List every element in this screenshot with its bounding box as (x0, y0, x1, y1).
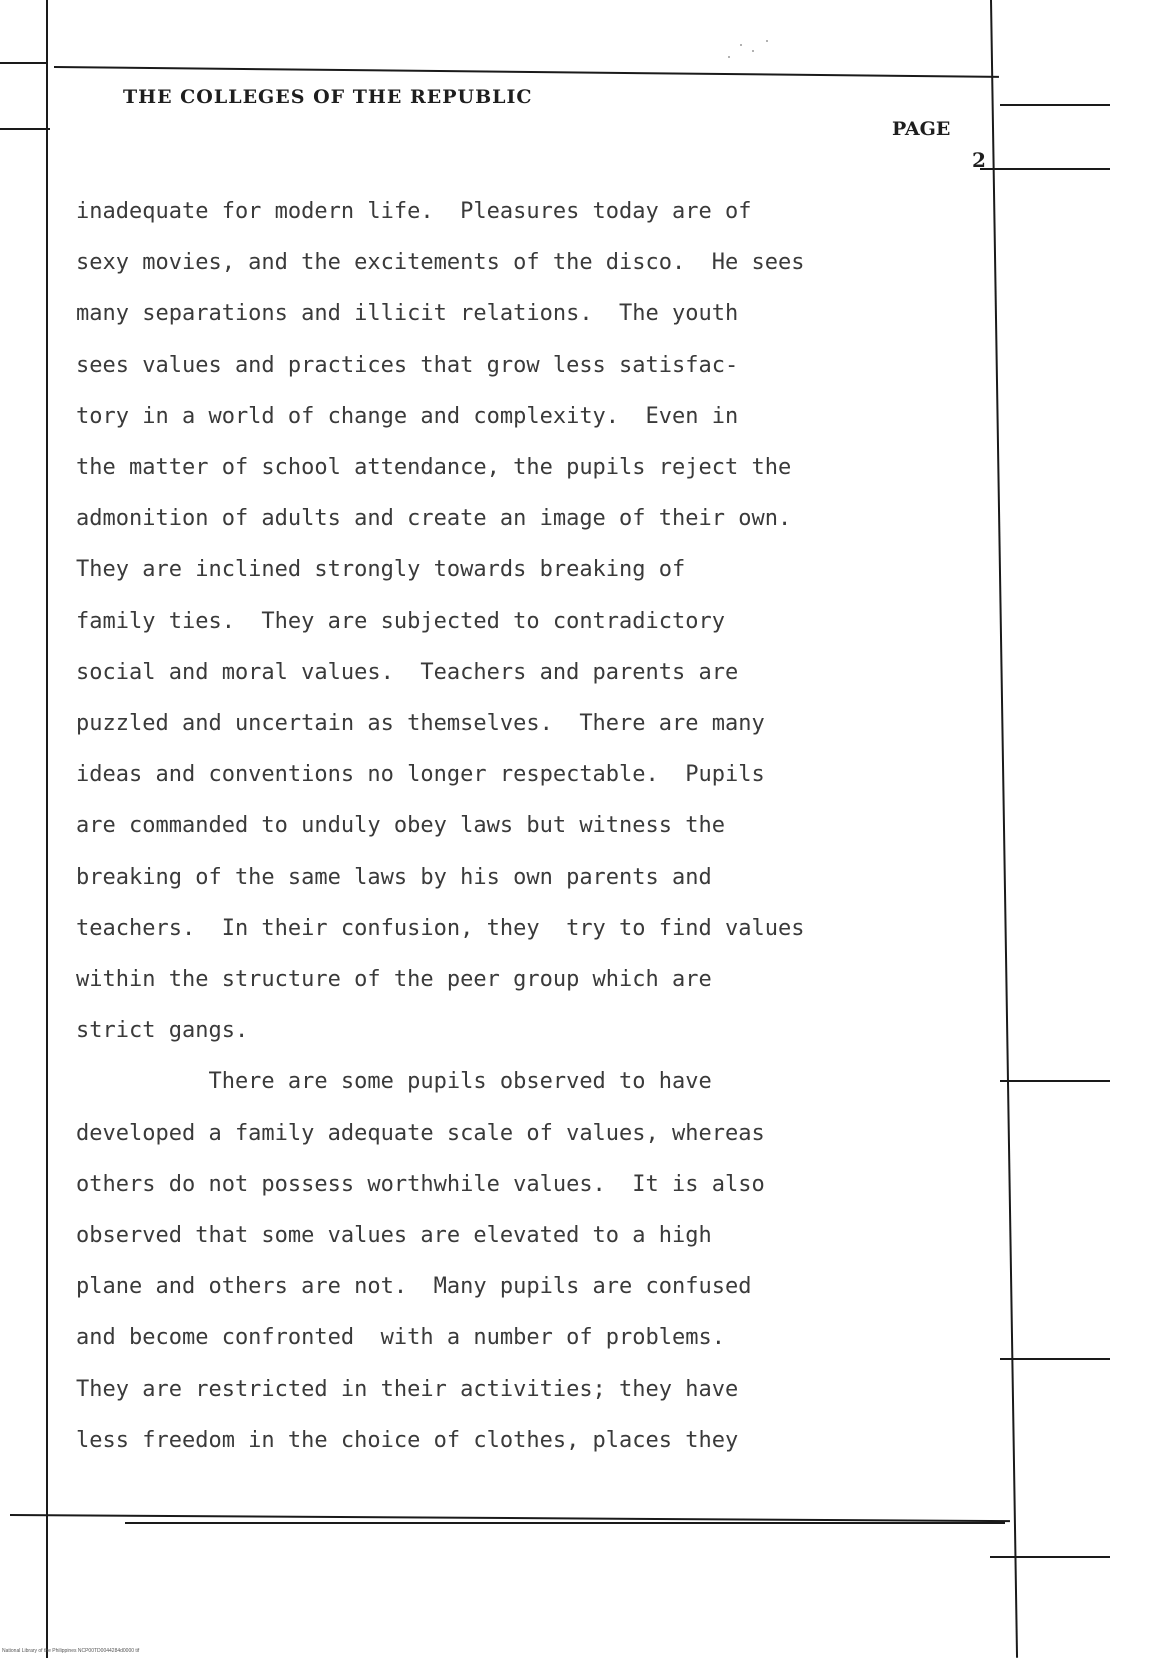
text-line: family ties. They are subjected to contradictory (76, 608, 726, 634)
text-line: They are restricted in their activities; they have (76, 1376, 739, 1402)
right-outer-rule-second (980, 168, 1110, 170)
bottom-page-rule (10, 1514, 1010, 1522)
text-line: less freedom in the choice of clothes, places they (76, 1427, 739, 1453)
scan-speck (728, 56, 730, 58)
text-line: the matter of school attendance, the pupils reject the (76, 455, 792, 481)
text-line: admonition of adults and create an image of their own. (76, 506, 792, 532)
right-outer-rule-mid (1000, 1080, 1110, 1082)
text-line: breaking of the same laws by his own parents and (76, 864, 712, 890)
text-line: inadequate for modern life. Pleasures today are of (76, 199, 752, 224)
text-line: ideas and conventions no longer respectable. Pupils (76, 762, 765, 788)
text-line: tory in a world of change and complexity. Even in (76, 403, 739, 429)
text-line: many separations and illicit relations. The youth (76, 301, 739, 327)
upper-left-rule (0, 128, 50, 130)
text-line: plane and others are not. Many pupils are confused (76, 1274, 752, 1300)
top-left-margin-rule (0, 62, 46, 64)
top-header-rule (54, 66, 999, 78)
page-header-title: THE COLLEGES OF THE REPUBLIC (123, 86, 533, 108)
text-line: There are some pupils observed to have (76, 1069, 712, 1095)
text-line: developed a family adequate scale of values, whereas (76, 1120, 765, 1146)
text-line: within the structure of the peer group which are (76, 967, 712, 993)
text-line: sees values and practices that grow less satisfac- (76, 352, 739, 378)
text-line: sexy movies, and the excitements of the disco. He sees (76, 250, 805, 276)
body-text (76, 186, 976, 1466)
right-outer-rule-lower (1000, 1358, 1110, 1360)
text-line: observed that some values are elevated to a high (76, 1223, 712, 1249)
bottom-page-rule-lower (125, 1522, 1005, 1524)
scan-speck (766, 40, 768, 42)
right-outer-rule-bottom (990, 1556, 1110, 1558)
scan-footer-label: National Library of the Philippines NCP00TD0044284d0000 tif (2, 1648, 140, 1654)
right-margin-rule (990, 0, 1018, 1658)
text-line: are commanded to unduly obey laws but witness the (76, 813, 726, 839)
right-outer-rule-top (1000, 104, 1110, 106)
text-line: teachers. In their confusion, they try to find values (76, 915, 805, 941)
text-line: others do not possess worthwhile values. It is also (76, 1171, 765, 1197)
scan-speck (740, 44, 742, 46)
scan-speck (752, 50, 754, 52)
text-line: puzzled and uncertain as themselves. There are many (76, 711, 765, 737)
page-number: 2 (972, 148, 986, 172)
text-line: They are inclined strongly towards breaking of (76, 557, 686, 583)
page-label: PAGE (892, 118, 951, 140)
text-line: social and moral values. Teachers and parents are (76, 659, 739, 685)
text-line: strict gangs. (76, 1018, 249, 1044)
text-line: and become confronted with a number of problems. (76, 1325, 726, 1351)
left-margin-rule (46, 0, 48, 1658)
